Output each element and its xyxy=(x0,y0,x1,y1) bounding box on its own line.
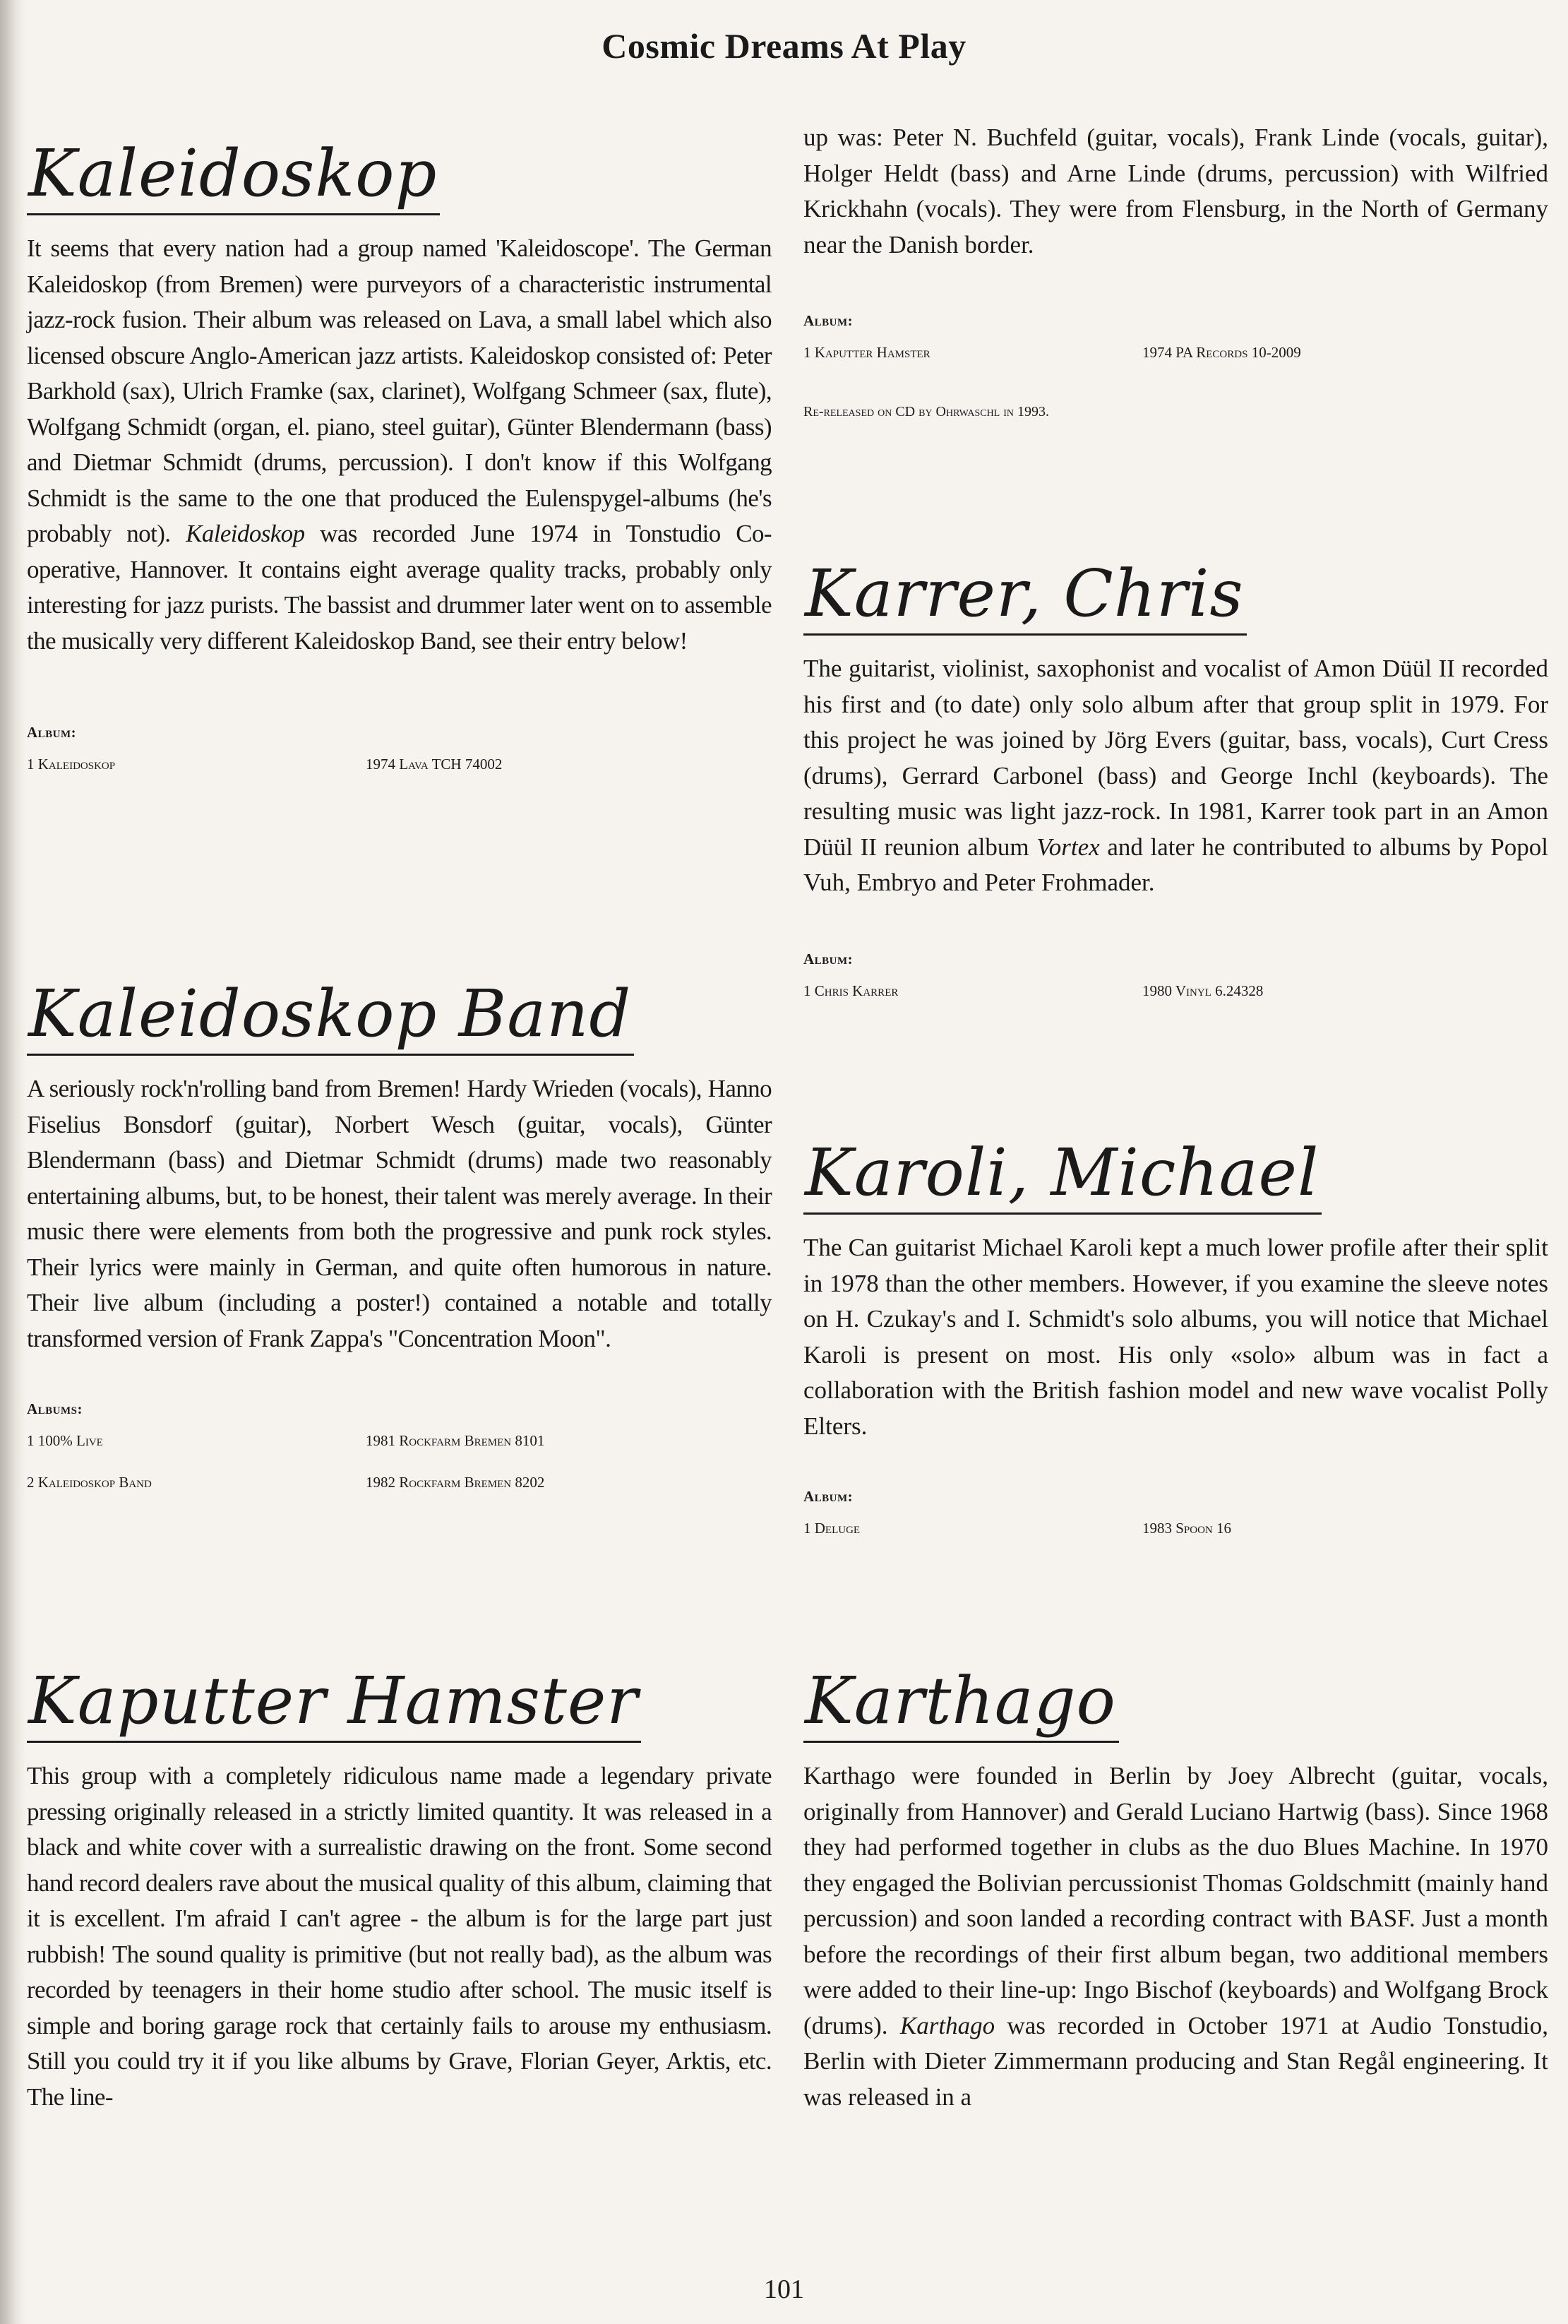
album-row xyxy=(27,1474,772,1491)
albums-label: Album: xyxy=(803,312,854,329)
album-title: 1 Chris Karrer xyxy=(803,982,899,999)
album-info: 1980 Vinyl 6.24328 xyxy=(1142,982,1264,999)
album-title: 1 Deluge xyxy=(803,1520,861,1537)
entry-heading: Karoli, Michael xyxy=(803,1137,1322,1215)
albums-label: Album: xyxy=(27,724,77,741)
album-row xyxy=(803,344,1548,362)
rerelease-note: Re-released on CD by Ohrwaschl in 1993. xyxy=(803,404,1050,419)
album-title: 1 Kaputter Hamster xyxy=(803,344,930,361)
entry-body: A seriously rock'n'rolling band from Bremen! Hardy Wrieden (vocals), Hanno Fiselius Bonsdorf (guitar), Norbert Wesch (guitar, vocals), Günter Blendermann (bass) and Dietmar Schmidt (drums) made two reasonably entertaining albums, but, to be honest, their talent was merely average. In their music there were elements from both the progressive and punk rock styles. Their lyrics were mainly in German, and quite often humorous in nature. Their live album (including a poster!) contained a notable and totally transformed version of Frank Zappa's "Concentration Moon". xyxy=(27,1075,772,1352)
entry-karthago xyxy=(803,1665,1548,2115)
album-row xyxy=(27,1432,772,1450)
album-title: 1 100% Live xyxy=(27,1432,103,1450)
entry-body: The Can guitarist Michael Karoli kept a much lower profile after their split in 1978 than the other members. However, if you examine the sleeve notes on H. Czukay's and I. Schmidt's solo albums, you will notice that Michael Karoli is present on most. His only «solo» album was in fact a collaboration with the British fashion model and new wave vocalist Polly Elters. xyxy=(803,1234,1548,1440)
album-info: 1974 PA Records 10-2009 xyxy=(1142,344,1301,361)
page-number: 101 xyxy=(764,2275,804,2304)
entry-body: The guitarist, violinist, saxophonist and vocalist of Amon Düül II recorded his first and (to date) only solo album after that group split in 1979. For this project he was joined by Jörg Evers (guitar, bass, vocals), Curt Cress (drums), Gerrard Carbonel (bass) and George Inchl (keyboards). The resulting music was light jazz-rock. In 1981, Karrer took part in an Amon Düül II reunion album Vortex and later he contributed to albums by Popol Vuh, Embryo and Peter Frohmader. xyxy=(803,655,1548,897)
entry-karrer-chris xyxy=(803,558,1548,1024)
running-head: Cosmic Dreams At Play xyxy=(602,26,966,66)
entry-heading: Karthago xyxy=(803,1665,1119,1743)
entry-body: Karthago were founded in Berlin by Joey Albrecht (guitar, vocals, originally from Hannover) and Gerald Luciano Hartwig (bass). Since 1968 they had performed together in clubs as the duo Blues Machine. In 1970 they engaged the Bolivian percussionist Thomas Goldschmitt (mainly hand percussion) and soon landed a recording contract with BASF. Just a month before the recordings of their first album began, two additional members were added to their line-up: Ingo Bischof (keyboards) and Wolfgang Brock (drums). Karthago was recorded in October 1971 at Audio Tonstudio, Berlin with Dieter Zimmermann producing and Stan Regål engineering. It was released in a xyxy=(803,1762,1549,2111)
entry-kaputter-hamster-continued xyxy=(803,120,1548,420)
entry-heading: Kaleidoskop xyxy=(27,138,440,215)
entry-karoli-michael xyxy=(803,1137,1548,1561)
entry-body: This group with a completely ridiculous name made a legendary private pressing originally released in a strictly limited quantity. It was released in a black and white cover with a surrealistic drawing on the front. Some second hand record dealers rave about the musical quality of this album, claiming that it is excellent. I'm afraid I can't agree - the album is for the large part just rubbish! The sound quality is primitive (but not really bad), as the album was recorded by teenagers in their home studio after school. The music itself is simple and boring garage rock that certainly fails to arouse my enthusiasm. Still you could try it if you like albums by Grave, Florian Geyer, Arktis, etc. The line- xyxy=(27,1762,772,2111)
entry-kaleidoskop-band xyxy=(27,978,772,1515)
album-info: 1974 Lava TCH 74002 xyxy=(366,756,503,773)
entry-heading: Kaleidoskop Band xyxy=(27,978,634,1056)
page-gutter-shadow xyxy=(0,0,25,2324)
album-info: 1983 Spoon 16 xyxy=(1142,1520,1232,1537)
album-row xyxy=(27,756,772,773)
album-info: 1981 Rockfarm Bremen 8101 xyxy=(366,1432,545,1450)
albums-label: Album: xyxy=(803,950,854,967)
album-row xyxy=(803,1520,1548,1537)
entry-kaputter-hamster xyxy=(27,1665,772,2115)
entry-heading: Kaputter Hamster xyxy=(27,1665,641,1743)
entry-heading: Karrer, Chris xyxy=(803,558,1247,636)
album-info: 1982 Rockfarm Bremen 8202 xyxy=(366,1474,545,1491)
albums-label: Album: xyxy=(803,1488,854,1506)
albums-label: Albums: xyxy=(27,1400,83,1418)
album-title: 1 Kaleidoskop xyxy=(27,756,116,773)
album-title: 2 Kaleidoskop Band xyxy=(27,1474,152,1491)
album-row xyxy=(803,982,1548,1000)
entry-kaleidoskop xyxy=(27,138,772,797)
entry-body: It seems that every nation had a group named 'Kaleidoscope'. The German Kaleidoskop (from Bremen) were purveyors of a characteristic instrumental jazz-rock fusion. Their album was released on Lava, a small label which also licensed obscure Anglo-American jazz artists. Kaleidoskop consisted of: Peter Barkhold (sax), Ulrich Framke (sax, clarinet), Wolfgang Schmeer (sax, flute), Wolfgang Schmidt (organ, el. piano, steel guitar), Günter Blendermann (bass) and Dietmar Schmidt (drums, percussion). I don't know if this Wolfgang Schmidt is the same to the one that produced the Eulenspygel-albums (he's probably not). Kaleidoskop was recorded June 1974 in Tonstudio Co-operative, Hannover. It contains eight average quality tracks, probably only interesting for jazz purists. The bassist and drummer later went on to assemble the musically very different Kaleidoskop Band, see their entry below! xyxy=(27,234,772,655)
entry-body-continued: up was: Peter N. Buchfeld (guitar, vocals), Frank Linde (vocals, guitar), Holger Heldt (bass) and Arne Linde (drums, percussion) with Wilfried Krickhahn (vocals). They were from Flensburg, in the North of Germany near the Danish border. xyxy=(803,124,1548,258)
